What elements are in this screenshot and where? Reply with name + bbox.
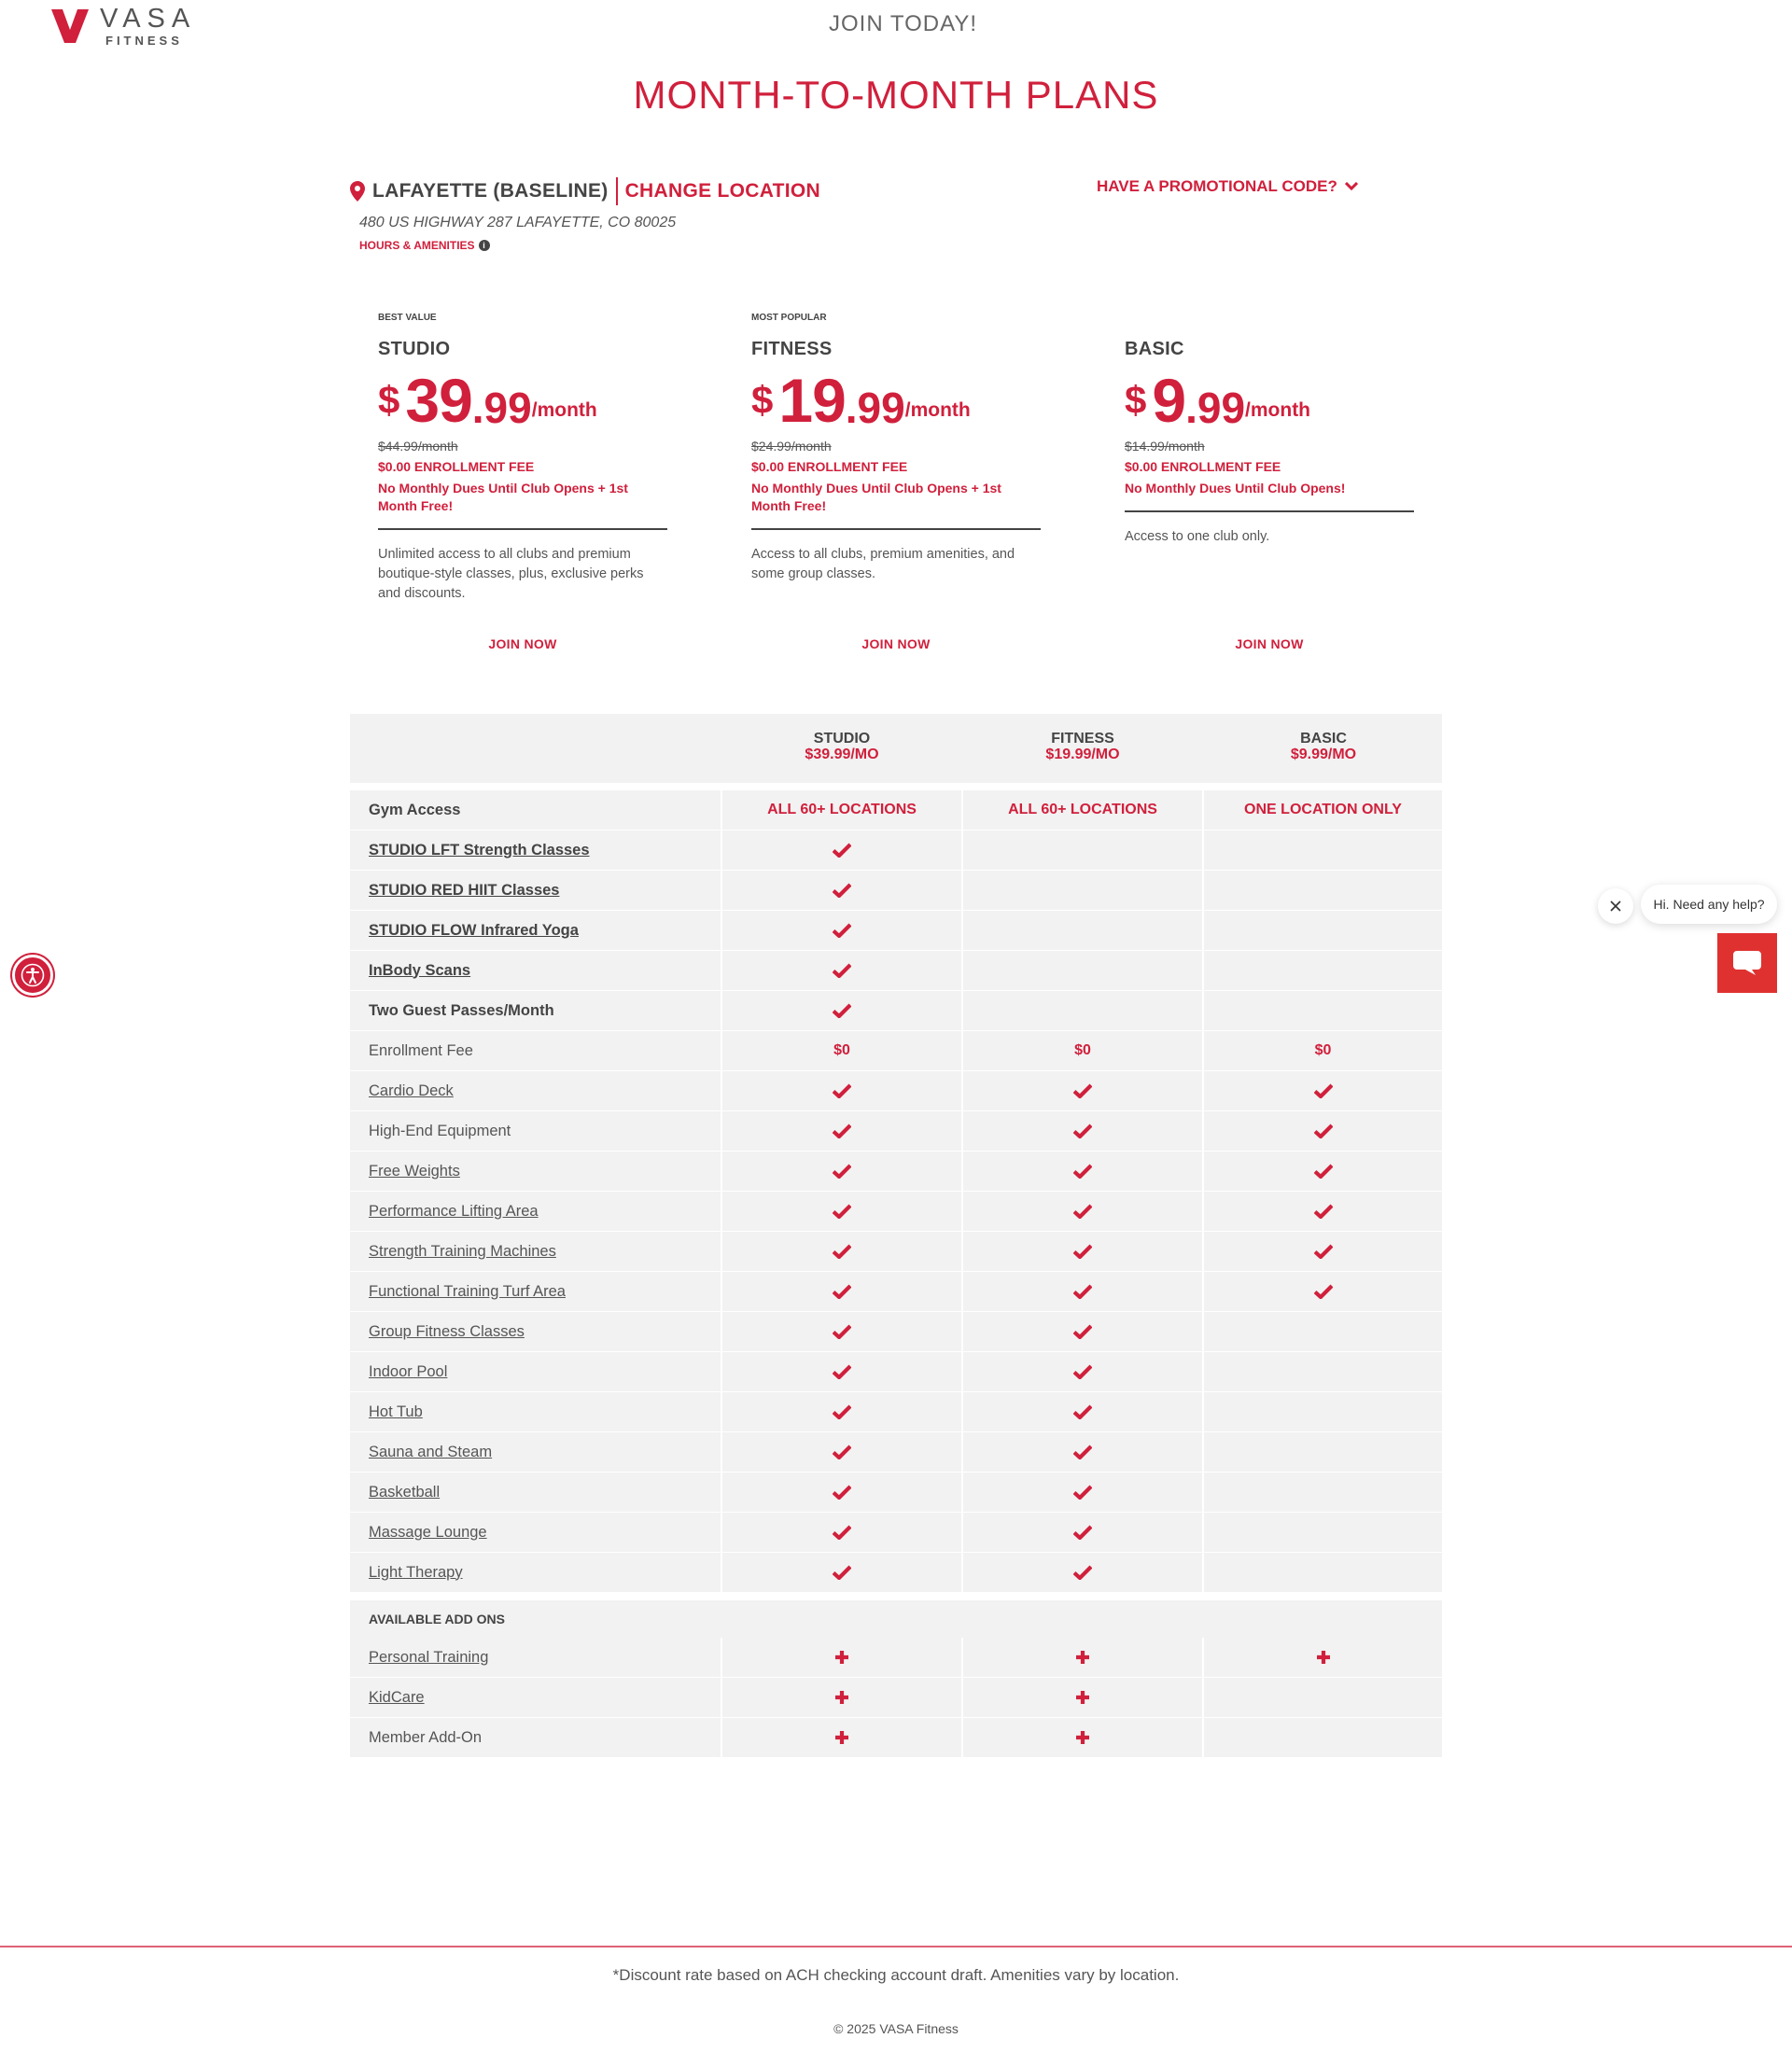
table-cell [722, 1352, 961, 1391]
feature-label-high-end-equipment: High-End Equipment [350, 1111, 721, 1151]
check-icon [833, 1404, 851, 1419]
location-name: LAFAYETTE (BASELINE) [372, 180, 609, 202]
addons-section [350, 1600, 1442, 1758]
hours-amenities-label: HOURS & AMENITIES [359, 239, 475, 252]
check-icon [1073, 1324, 1092, 1339]
logo-wordmark: VASA [100, 4, 197, 34]
check-icon [833, 1364, 851, 1379]
chat-greeting-bubble[interactable]: Hi. Need any help? [1641, 885, 1777, 924]
table-cell [963, 951, 1202, 990]
column-plan-name: FITNESS [1051, 731, 1114, 747]
logo-subtitle: FITNESS [105, 34, 183, 48]
plan-promo-text: No Monthly Dues Until Club Opens! [1125, 481, 1346, 496]
feature-label-two-guest-passes-month: Two Guest Passes/Month [350, 991, 721, 1030]
check-icon [1073, 1565, 1092, 1580]
table-cell [1204, 1678, 1442, 1717]
check-icon [833, 1083, 851, 1098]
cell-value: $0 [1314, 1042, 1332, 1058]
table-cell [1204, 1513, 1442, 1552]
check-icon [1073, 1124, 1092, 1138]
table-cell [963, 1232, 1202, 1271]
table-cell [722, 911, 961, 950]
price-cents: .99 [1185, 384, 1246, 432]
table-cell [1204, 871, 1442, 910]
table-cell [722, 871, 961, 910]
check-icon [1073, 1083, 1092, 1098]
table-row [350, 1392, 1442, 1432]
accessibility-button[interactable] [12, 955, 53, 996]
change-location-link[interactable]: CHANGE LOCATION [624, 180, 821, 202]
info-icon: i [479, 240, 490, 251]
feature-label-gym-access: Gym Access [350, 790, 721, 830]
plan-old-price: $44.99/month [378, 439, 458, 454]
feature-label-sauna-and-steam[interactable]: Sauna and Steam [350, 1432, 721, 1472]
price-currency: $ [751, 378, 774, 422]
table-cell [722, 1312, 961, 1351]
plus-icon [834, 1730, 849, 1745]
check-icon [1073, 1525, 1092, 1540]
table-row [350, 1513, 1442, 1553]
join-now-fitness-button[interactable]: JOIN NOW [861, 636, 931, 651]
feature-label-kidcare[interactable]: KidCare [350, 1678, 721, 1717]
check-icon [1073, 1244, 1092, 1259]
join-now-studio-button[interactable]: JOIN NOW [488, 636, 557, 651]
feature-label-group-fitness-classes[interactable]: Group Fitness Classes [350, 1312, 721, 1351]
column-plan-price: $9.99/MO [1290, 747, 1357, 762]
join-today-heading: JOIN TODAY! [828, 11, 978, 36]
table-cell [963, 991, 1202, 1030]
plan-name: BASIC [1125, 339, 1184, 359]
comparison-table-header [350, 714, 1442, 783]
comparison-table-body [350, 790, 1442, 1593]
plan-old-price: $14.99/month [1125, 439, 1205, 454]
check-icon [1073, 1284, 1092, 1299]
table-cell [963, 1152, 1202, 1191]
table-cell [722, 1553, 961, 1592]
table-cell [963, 1111, 1202, 1151]
table-cell [963, 1473, 1202, 1512]
table-cell [722, 831, 961, 870]
check-icon [833, 1284, 851, 1299]
table-cell [1204, 991, 1442, 1030]
column-header-fitness [962, 731, 1203, 762]
table-cell [1204, 1031, 1442, 1070]
cell-value: $0 [1074, 1042, 1091, 1058]
table-row [350, 1553, 1442, 1593]
check-icon [833, 923, 851, 938]
chevron-down-icon [1345, 182, 1358, 191]
price-dollars: 9 [1152, 366, 1186, 435]
feature-label-studio-red-hiit-classes[interactable]: STUDIO RED HIIT Classes [350, 871, 721, 910]
location-divider [616, 177, 618, 205]
table-row [350, 1473, 1442, 1513]
footer-disclaimer: *Discount rate based on ACH checking account draft. Amenities vary by location. [612, 1966, 1180, 1984]
table-row [350, 911, 1442, 951]
accessibility-icon [21, 963, 45, 987]
table-row [350, 1678, 1442, 1718]
plan-description: Access to all clubs, premium amenities, and some group classes. [751, 547, 1015, 581]
table-row [350, 1432, 1442, 1473]
table-cell [1204, 1152, 1442, 1191]
check-icon [833, 883, 851, 898]
join-now-basic-button[interactable]: JOIN NOW [1235, 636, 1304, 651]
cell-value: ALL 60+ LOCATIONS [767, 802, 917, 817]
table-cell [1204, 1272, 1442, 1311]
check-icon [833, 1003, 851, 1018]
table-cell [963, 1432, 1202, 1472]
feature-label-studio-flow-infrared-yoga[interactable]: STUDIO FLOW Infrared Yoga [350, 911, 721, 950]
plan-enrollment-fee: $0.00 ENROLLMENT FEE [751, 459, 908, 474]
check-icon [833, 1525, 851, 1540]
table-cell [722, 1432, 961, 1472]
plan-enrollment-fee: $0.00 ENROLLMENT FEE [1125, 459, 1281, 474]
table-cell [722, 991, 961, 1030]
price-cents: .99 [471, 384, 532, 432]
plan-price [378, 366, 667, 435]
chat-bubble-icon [1733, 951, 1761, 975]
table-cell [1204, 1312, 1442, 1351]
table-cell [1204, 1638, 1442, 1677]
feature-label-personal-training[interactable]: Personal Training [350, 1638, 721, 1677]
feature-label-performance-lifting-area[interactable]: Performance Lifting Area [350, 1192, 721, 1231]
table-cell [722, 1192, 961, 1231]
price-currency: $ [378, 378, 400, 422]
table-cell [963, 1272, 1202, 1311]
check-icon [833, 1204, 851, 1219]
check-icon [1314, 1284, 1333, 1299]
check-icon [833, 843, 851, 858]
feature-label-inbody-scans[interactable]: InBody Scans [350, 951, 721, 990]
table-cell [1204, 1111, 1442, 1151]
feature-label-hot-tub[interactable]: Hot Tub [350, 1392, 721, 1431]
feature-label-functional-training-turf-area[interactable]: Functional Training Turf Area [350, 1272, 721, 1311]
table-row [350, 951, 1442, 991]
table-cell [1204, 831, 1442, 870]
check-icon [1314, 1164, 1333, 1179]
check-icon [833, 1324, 851, 1339]
footer-divider [0, 1946, 1792, 1947]
table-row [350, 1192, 1442, 1232]
table-cell [722, 1031, 961, 1070]
check-icon [833, 1124, 851, 1138]
check-icon [1314, 1244, 1333, 1259]
table-row [350, 1152, 1442, 1192]
column-plan-name: BASIC [1300, 731, 1347, 747]
check-icon [1073, 1364, 1092, 1379]
column-plan-price: $39.99/MO [805, 747, 879, 762]
plan-enrollment-fee: $0.00 ENROLLMENT FEE [378, 459, 535, 474]
table-cell [1204, 1432, 1442, 1472]
table-cell [963, 1352, 1202, 1391]
table-cell [1204, 1473, 1442, 1512]
table-cell [722, 790, 961, 830]
check-icon [833, 1445, 851, 1459]
table-row [350, 1031, 1442, 1071]
price-currency: $ [1125, 378, 1147, 422]
table-row [350, 1718, 1442, 1758]
close-icon [1610, 900, 1621, 912]
check-icon [833, 963, 851, 978]
feature-label-indoor-pool[interactable]: Indoor Pool [350, 1352, 721, 1391]
plus-icon [1316, 1650, 1331, 1665]
table-cell [963, 1638, 1202, 1677]
table-cell [963, 1678, 1202, 1717]
table-cell [1204, 1718, 1442, 1757]
table-cell [722, 1638, 961, 1677]
plan-card-fitness [751, 313, 1041, 584]
table-cell [963, 1031, 1202, 1070]
table-cell [963, 1513, 1202, 1552]
feature-label-studio-lft-strength-classes[interactable]: STUDIO LFT Strength Classes [350, 831, 721, 870]
check-icon [1314, 1204, 1333, 1219]
check-icon [1073, 1164, 1092, 1179]
addons-table-body [350, 1638, 1442, 1758]
check-icon [1314, 1083, 1333, 1098]
plan-card-basic [1125, 313, 1414, 547]
plan-name: STUDIO [378, 339, 451, 359]
plus-icon [1075, 1650, 1090, 1665]
table-row [350, 991, 1442, 1031]
table-row [350, 1312, 1442, 1352]
check-icon [1073, 1485, 1092, 1500]
table-row [350, 831, 1442, 871]
plan-divider [1125, 510, 1414, 512]
table-cell [1204, 1232, 1442, 1271]
table-cell [963, 831, 1202, 870]
plan-description: Unlimited access to all clubs and premium boutique-style classes, plus, exclusive perks and discounts. [378, 547, 644, 601]
column-plan-name: STUDIO [813, 731, 871, 747]
table-cell [722, 1111, 961, 1151]
cell-value: ALL 60+ LOCATIONS [1008, 802, 1157, 817]
table-cell [963, 911, 1202, 950]
table-row [350, 1352, 1442, 1392]
plan-price [751, 366, 1041, 435]
plan-tag: MOST POPULAR [751, 313, 827, 323]
table-row [350, 790, 1442, 831]
table-row [350, 1232, 1442, 1272]
table-cell [1204, 1553, 1442, 1592]
plus-icon [1075, 1690, 1090, 1705]
column-plan-price: $19.99/MO [1045, 747, 1120, 762]
plan-promo-text: No Monthly Dues Until Club Opens + 1st Month Free! [751, 481, 1001, 513]
table-cell [963, 871, 1202, 910]
feature-label-member-add-on: Member Add-On [350, 1718, 721, 1757]
table-cell [1204, 911, 1442, 950]
feature-label-free-weights[interactable]: Free Weights [350, 1152, 721, 1191]
table-row [350, 1111, 1442, 1152]
feature-label-strength-training-machines[interactable]: Strength Training Machines [350, 1232, 721, 1271]
plan-tag [1125, 313, 1414, 324]
location-block [350, 177, 820, 252]
cell-value: $0 [833, 1042, 850, 1058]
check-icon [1073, 1445, 1092, 1459]
table-cell [1204, 1071, 1442, 1110]
table-cell [963, 1312, 1202, 1351]
feature-label-massage-lounge[interactable]: Massage Lounge [350, 1513, 721, 1552]
table-cell [722, 1392, 961, 1431]
table-cell [722, 1473, 961, 1512]
check-icon [1073, 1404, 1092, 1419]
column-header-studio [721, 731, 962, 762]
table-cell [722, 1718, 961, 1757]
check-icon [833, 1565, 851, 1580]
table-cell [963, 1553, 1202, 1592]
plan-description: Access to one club only. [1125, 529, 1270, 544]
price-period: /month [1245, 399, 1311, 421]
cell-value: ONE LOCATION ONLY [1244, 802, 1402, 817]
check-icon [833, 1164, 851, 1179]
plus-icon [834, 1690, 849, 1705]
plan-tag: BEST VALUE [378, 313, 437, 323]
plus-icon [834, 1650, 849, 1665]
price-period: /month [531, 399, 597, 421]
price-cents: .99 [845, 384, 905, 432]
table-row [350, 1272, 1442, 1312]
column-header-basic [1203, 731, 1444, 762]
promo-code-toggle[interactable] [1097, 177, 1358, 196]
table-row [350, 1071, 1442, 1111]
location-address: 480 US HIGHWAY 287 LAFAYETTE, CO 80025 [359, 215, 677, 230]
check-icon [833, 1485, 851, 1500]
plan-divider [751, 528, 1041, 530]
plan-old-price: $24.99/month [751, 439, 832, 454]
chat-open-button[interactable] [1717, 933, 1777, 993]
plan-card-studio [378, 313, 667, 604]
feature-label-light-therapy[interactable]: Light Therapy [350, 1553, 721, 1592]
plan-promo-text: No Monthly Dues Until Club Opens + 1st Month Free! [378, 481, 628, 513]
plan-divider [378, 528, 667, 530]
check-icon [833, 1244, 851, 1259]
plan-name: FITNESS [751, 339, 833, 359]
table-cell [1204, 1392, 1442, 1431]
hours-amenities-link[interactable] [359, 239, 820, 252]
table-cell [722, 1071, 961, 1110]
plan-price [1125, 366, 1414, 435]
table-cell [963, 790, 1202, 830]
table-cell [963, 1718, 1202, 1757]
table-cell [1204, 790, 1442, 830]
table-row [350, 871, 1442, 911]
table-row [350, 1638, 1442, 1678]
page-title: MONTH-TO-MONTH PLANS [633, 73, 1159, 117]
table-cell [722, 1272, 961, 1311]
table-cell [963, 1392, 1202, 1431]
chat-dismiss-button[interactable] [1598, 888, 1633, 924]
table-cell [722, 951, 961, 990]
feature-label-enrollment-fee: Enrollment Fee [350, 1031, 721, 1070]
check-icon [1314, 1124, 1333, 1138]
table-cell [1204, 1192, 1442, 1231]
table-cell [722, 1152, 961, 1191]
promo-code-label: HAVE A PROMOTIONAL CODE? [1097, 177, 1337, 195]
price-dollars: 19 [778, 366, 846, 435]
price-dollars: 39 [405, 366, 472, 435]
map-pin-icon [350, 181, 365, 202]
table-cell [722, 1232, 961, 1271]
table-cell [722, 1678, 961, 1717]
table-cell [963, 1071, 1202, 1110]
addons-heading: AVAILABLE ADD ONS [350, 1600, 1442, 1638]
table-cell [1204, 1352, 1442, 1391]
feature-label-cardio-deck[interactable]: Cardio Deck [350, 1071, 721, 1110]
price-period: /month [904, 399, 971, 421]
plus-icon [1075, 1730, 1090, 1745]
check-icon [1073, 1204, 1092, 1219]
feature-label-basketball[interactable]: Basketball [350, 1473, 721, 1512]
table-cell [963, 1192, 1202, 1231]
table-cell [1204, 951, 1442, 990]
table-cell [722, 1513, 961, 1552]
footer-copyright: © 2025 VASA Fitness [833, 2021, 959, 2036]
